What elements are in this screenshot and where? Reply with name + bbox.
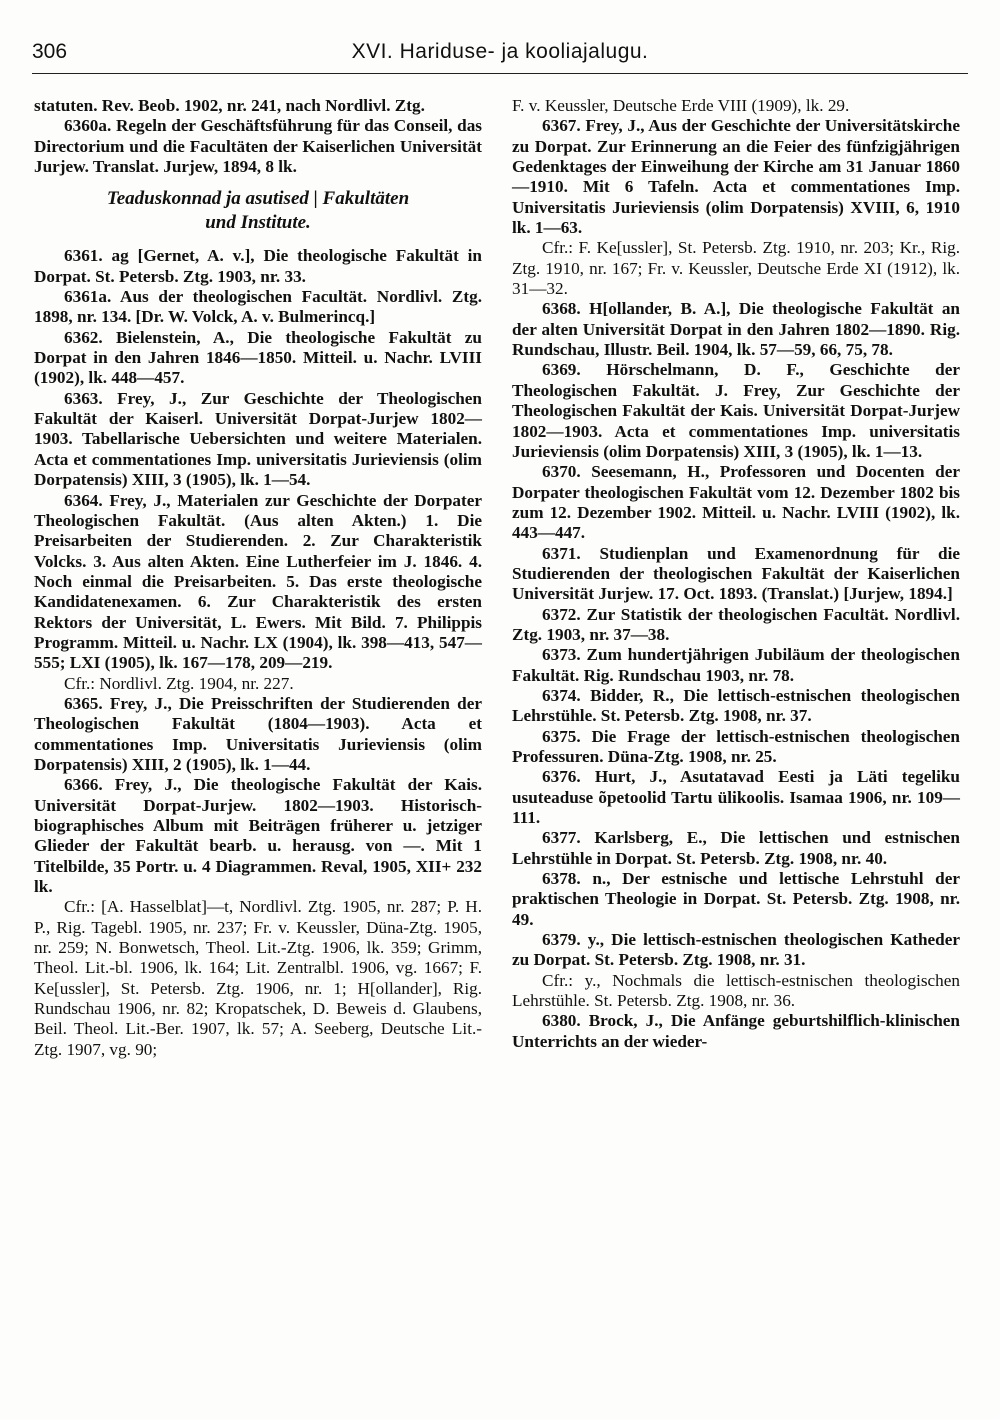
page-number: 306 xyxy=(32,40,68,63)
entry-6375: 6375. Die Frage der lettisch-estnischen theologischen Professuren. Düna-Ztg. 1908, nr. 25. xyxy=(512,726,960,766)
entry-6367: 6367. Frey, J., Aus der Geschichte der Universitätskirche zu Dorpat. Zur Erinnerung an die Feier des fünfzigjährigen Gedenktages der Einweihung der Kirche am 31 Januar 1860—1910. Mit 6 Tafeln. Acta et commentationes Imp. Universitatis Jurieviensis (olim Dorpatensis) XVIII, 6, 1910 lk. 1—63. xyxy=(512,116,960,238)
entry-6360a: 6360a. Regeln der Geschäftsführung für das Conseil, das Directorium und die Facultäten der Kaiserlichen Universität Jurjew. Translat. Jurjew, 1894, 8 lk. xyxy=(34,116,482,177)
entry-6369: 6369. Hörschelmann, D. F., Geschichte der Theologischen Fakultät. J. Frey, Zur Geschichte der Theologischen Fakultät der Kais. Universität Dorpat-Jurjew 1802—1903. Acta et commentationes Imp. universitatis Jurieviensis (olim Dorpatensis) XIII, 3 (1905), lk. 1—13. xyxy=(512,360,960,461)
entry-6368: 6368. H[ollander, B. A.], Die theologische Fakultät an der alten Universität Dorpat in den Jahren 1802—1890. Rig. Rundschau, Illustr. Beil. 1904, lk. 57—59, 66, 75, 78. xyxy=(512,299,960,360)
entry-6361a: 6361a. Aus der theologischen Facultät. Nordlivl. Ztg. 1898, nr. 134. [Dr. W. Volck, A. v. Bulmerincq.] xyxy=(34,287,482,327)
entry-6366: 6366. Frey, J., Die theologische Fakultät der Kais. Universität Dorpat-Jurjew. 1802—1903. Historisch-biographisches Album mit Beiträgen früherer u. jetziger Glieder der Fakultät bearb. u. herausg. von —. Mit 1 Titelbilde, 35 Portr. u. 4 Diagrammen. Reval, 1905, XII+ 232 lk. xyxy=(34,775,482,897)
entry-6380: 6380. Brock, J., Die Anfänge geburtshilflich-klinischen Unterrichts an der wieder- xyxy=(512,1011,960,1051)
entry-6362: 6362. Bielenstein, A., Die theologische Fakultät zu Dorpat in den Jahren 1846—1850. Mitteil. u. Nachr. LVIII (1902), lk. 448—457. xyxy=(34,327,482,388)
header-rule xyxy=(32,73,968,74)
entry-6376: 6376. Hurt, J., Asutatavad Eesti ja Läti tegeliku usuteaduse õpetoolid Tartu ülikoolis. Isamaa 1906, nr. 109—111. xyxy=(512,767,960,828)
entry-6379-cfr: Cfr.: y., Nochmals die lettisch-estnischen theologischen Lehrstühle. St. Petersb. Ztg. 1908, nr. 36. xyxy=(512,970,960,1011)
page-header xyxy=(32,40,968,70)
entry-6378: 6378. n., Der estnische und lettische Lehrstuhl der praktischen Theologie in Dorpat. St. Petersb. Ztg. 1908, nr. 49. xyxy=(512,869,960,929)
entry-6377: 6377. Karlsberg, E., Die lettischen und estnischen Lehrstühle in Dorpat. St. Petersb. Ztg. 1908, nr. 40. xyxy=(512,828,960,868)
entry-6370: 6370. Seesemann, H., Professoren und Docenten der Dorpater theologischen Fakultät vom 12. Dezember 1802 bis zum 12. Dezember 1902. Mitteil. u. Nachr. LVIII (1902), lk. 443—447. xyxy=(512,462,960,543)
entry-6379: 6379. y., Die lettisch-estnischen theologischen Katheder zu Dorpat. St. Petersb. Ztg. 1908, nr. 31. xyxy=(512,930,960,970)
entry-6371: 6371. Studienplan und Examenordnung für die Studierenden der theologischen Fakultät der Kaiserlichen Universität Jurjew. 17. Oct. 1893. (Translat.) [Jurjew, 1894.] xyxy=(512,543,960,604)
entry-6364-cfr: Cfr.: Nordlivl. Ztg. 1904, nr. 227. xyxy=(64,673,294,693)
left-column xyxy=(34,96,482,1060)
entry-6367-cfr: Cfr.: F. Ke[ussler], St. Petersb. Ztg. 1910, nr. 203; Kr., Rig. Ztg. 1910, nr. 167; Fr. v. Keussler, Deutsche Erde XI (1912), lk. 31—32. xyxy=(512,238,960,299)
entry-6366-cfr: Cfr.: [A. Hasselblat]—t, Nordlivl. Ztg. 1905, nr. 287; P. H. P., Rig. Tagebl. 1905, nr. 237; Fr. v. Keussler, Düna-Ztg. 1905, nr. 259; N. Bonwetsch, Theol. Lit.-Ztg. 1906, lk. 359; Grimm, Theol. Lit.-bl. 1906, lk. 164; Lit. Zentralbl. 1906, vg. 1667; F. Ke[ussler], St. Petersb. Ztg. 1906, nr. 1; H[ollander], Rig. Rundschau 1906, nr. 82; Kropatschek, D. Beweis d. Glaubens, Beil. Theol. Lit.-Ber. 1907, lk. 57; A. Seeberg, Deutsche Lit.-Ztg. 1907, vg. 90; xyxy=(34,897,482,1059)
entry-6372: 6372. Zur Statistik der theologischen Facultät. Nordlivl. Ztg. 1903, nr. 37—38. xyxy=(512,604,960,644)
entry-6365: 6365. Frey, J., Die Preisschriften der Studierenden der Theologischen Fakultät (1804—1903). Acta et commentationes Imp. Universitatis Jurieviensis (olim Dorpatensis) XIII, 2 (1905), lk. 1—44. xyxy=(34,693,482,774)
section-heading xyxy=(34,187,482,234)
right-column xyxy=(512,96,960,1052)
entry-6364: 6364. Frey, J., Materialen zur Geschichte der Dorpater Theologischen Fakultät. (Aus alten Akten.) 1. Die Preisarbeiten der Studierenden. 2. Zur Charakteristik Volcks. 3. Aus alten Akten. Eine Lutherfeier im J. 1846. 4. Noch einmal die Preisarbeiten. 5. Das erste theologische Kandidatenexamen. 6. Zur Charakteristik des ersten Rektors der Universität, L. Ewers. Mit Bild. 7. Philippis Programm. Mitteil. u. Nachr. LX (1904), lk. 398—413, 547—555; LXI (1905), lk. 167—178, 209—219. xyxy=(34,490,482,673)
running-title: XVI. Hariduse- ja kooliajalugu. xyxy=(351,40,649,63)
entry-6374: 6374. Bidder, R., Die lettisch-estnischen theologischen Lehrstühle. St. Petersb. Ztg. 1908, nr. 37. xyxy=(512,685,960,726)
entry-6361: 6361. ag [Gernet, A. v.], Die theologische Fakultät in Dorpat. St. Petersb. Ztg. 1903, nr. 33. xyxy=(34,246,482,286)
entry-6373: 6373. Zum hundertjährigen Jubiläum der theologischen Fakultät. Rig. Rundschau 1903, nr. 78. xyxy=(512,645,960,685)
entry-6363: 6363. Frey, J., Zur Geschichte der Theologischen Fakultät der Kaiserl. Universität Dorpat-Jurjew 1802—1903. Tabellarische Uebersichten und weitere Materialen. Acta et commentationes Imp. universitatis Jurieviensis (olim Dorpatensis) XIII, 3 (1905), lk. 1—54. xyxy=(34,388,482,490)
entry-continuation: statuten. Rev. Beob. 1902, nr. 241, nach Nordlivl. Ztg. xyxy=(34,96,425,115)
section-heading-line-2: und Institute. xyxy=(205,211,311,233)
entry-continuation-right: F. v. Keussler, Deutsche Erde VIII (1909), lk. 29. xyxy=(512,96,850,115)
section-heading-line-1: Teaduskonnad ja asutised | Fakultäten xyxy=(106,188,410,210)
